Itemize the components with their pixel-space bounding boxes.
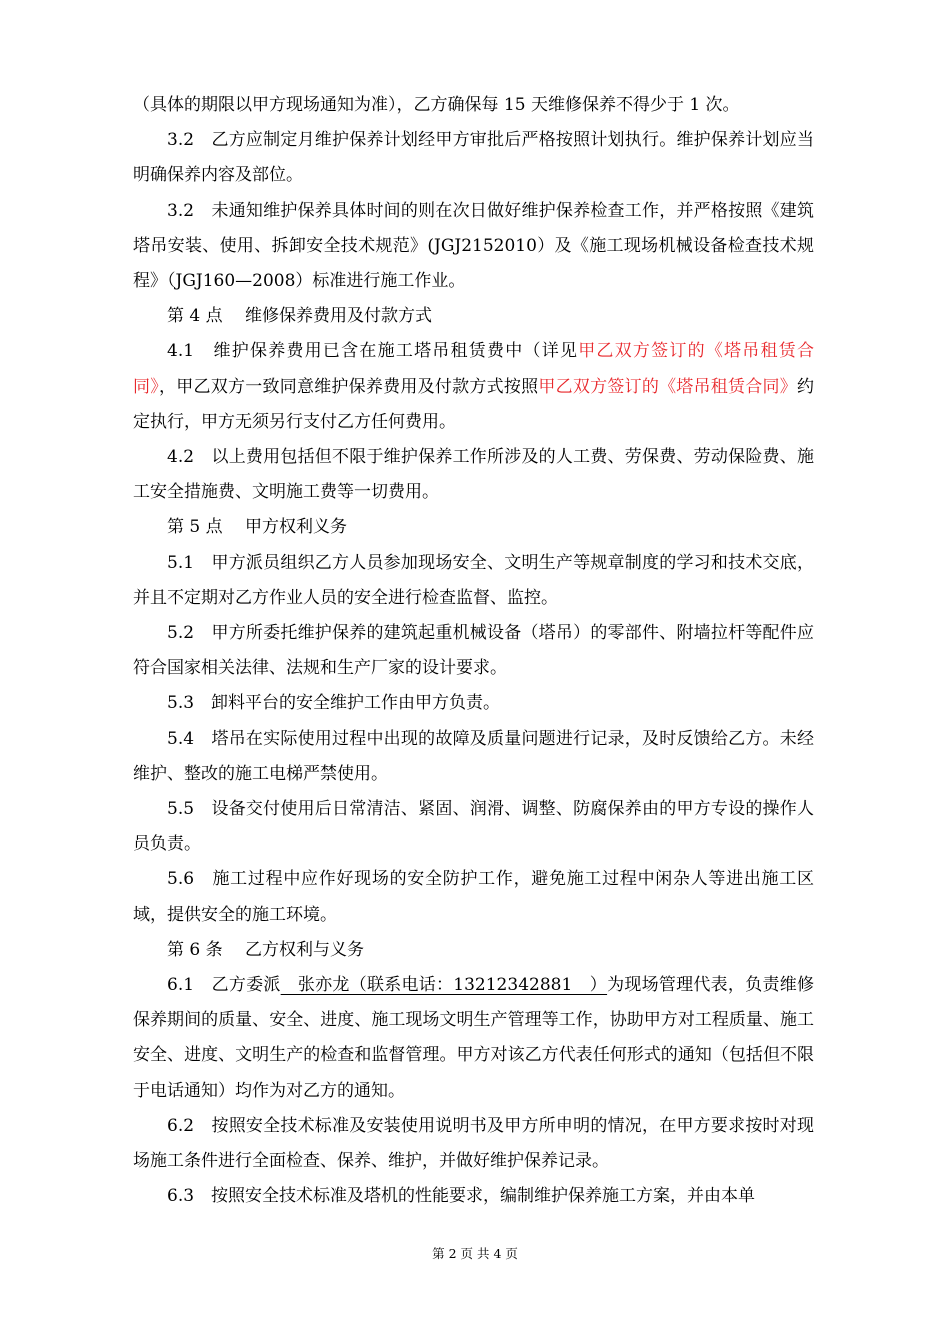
document-body [133,88,814,1215]
paragraph-5-3: 5.3 卸料平台的安全维护工作由甲方负责。 [167,693,501,714]
paragraph-5-4: 5.4 塔吊在实际使用过程中出现的故障及质量问题进行记录，及时反馈给乙方。未经维护、整改的施工电梯严禁使用。 [133,728,814,784]
page-number-footer: 第 2 页 共 4 页 [432,1246,518,1261]
paragraph-5-6: 5.6 施工过程中应作好现场的安全防护工作，避免施工过程中闲杂人等进出施工区域，提供安全的施工环境。 [133,869,814,925]
paragraph-4-1-part-5: 约定执行，甲方无须另行支付乙方任何费用。 [133,376,815,432]
paragraph-6-1-part-3: 为现场管理代表，负责维修保养期间的质量、安全、进度、施工现场文明生产管理等工作，协助甲方对工程质量、施工安全、进度、文明生产的检查和监督管理。甲方对该乙方代表任何形式的通知（包括但不限于电话通知）均作为对乙方的通知。 [133,975,814,1101]
paragraph-5-1: 5.1 甲方派员组织乙方人员参加现场安全、文明生产等规章制度的学习和技术交底，并且不定期对乙方作业人员的安全进行检查监督、监控。 [133,552,814,608]
paragraph-4-1 [133,334,814,440]
paragraph-5-5: 5.5 设备交付使用后日常清洁、紧固、润滑、调整、防腐保养由的甲方专设的操作人员负责。 [133,799,814,855]
section-heading-5: 第 5 点 甲方权利义务 [167,517,348,538]
paragraph-6-3: 6.3 按照安全技术标准及塔机的性能要求，编制维护保养施工方案，并由本单 [167,1186,756,1207]
section-heading-6: 第 6 条 乙方权利与义务 [167,939,365,960]
paragraph-6-1-part-1: 6.1 乙方委派 [167,975,281,996]
representative-contact: 张亦龙（联系电话：13212342881 ） [280,975,608,996]
paragraph-4-1-part-3: ，甲乙双方一致同意维护保养费用及付款方式按照 [159,376,539,397]
contract-reference-2: 甲乙双方签订的《塔吊租赁合同》 [538,376,798,397]
paragraph-3-2-plan: 3.2 乙方应制定月维护保养计划经甲方审批后严格按照计划执行。维护保养计划应当明确保养内容及部位。 [133,130,814,186]
contract-reference-1: 甲乙双方签订的《塔吊租赁合同》 [133,341,814,397]
paragraph-3-2-inspection: 3.2 未通知维护保养具体时间的则在次日做好维护保养检查工作，并严格按照《建筑塔吊安装、使用、拆卸安全技术规范》(JGJ2152010）及《施工现场机械设备检查技术规程》（JGJ160—2008）标准进行施工作业。 [133,200,814,292]
paragraph-5-2: 5.2 甲方所委托维护保养的建筑起重机械设备（塔吊）的零部件、附墙拉杆等配件应符合国家相关法律、法规和生产厂家的设计要求。 [133,623,814,679]
paragraph-6-2: 6.2 按照安全技术标准及安装使用说明书及甲方所申明的情况，在甲方要求按时对现场施工条件进行全面检查、保养、维护，并做好维护保养记录。 [133,1115,814,1172]
paragraph-4-1-part-1: 4.1 维护保养费用已含在施工塔吊租赁费中（详见 [167,341,579,362]
paragraph-continuation: （具体的期限以甲方现场通知为准），乙方确保每 15 天维修保养不得少于 1 次。 [133,95,740,115]
paragraph-4-2: 4.2 以上费用包括但不限于维护保养工作所涉及的人工费、劳保费、劳动保险费、施工安全措施费、文明施工费等一切费用。 [133,447,814,503]
paragraph-6-1 [133,968,814,1109]
section-heading-4: 第 4 点 维修保养费用及付款方式 [167,306,433,327]
